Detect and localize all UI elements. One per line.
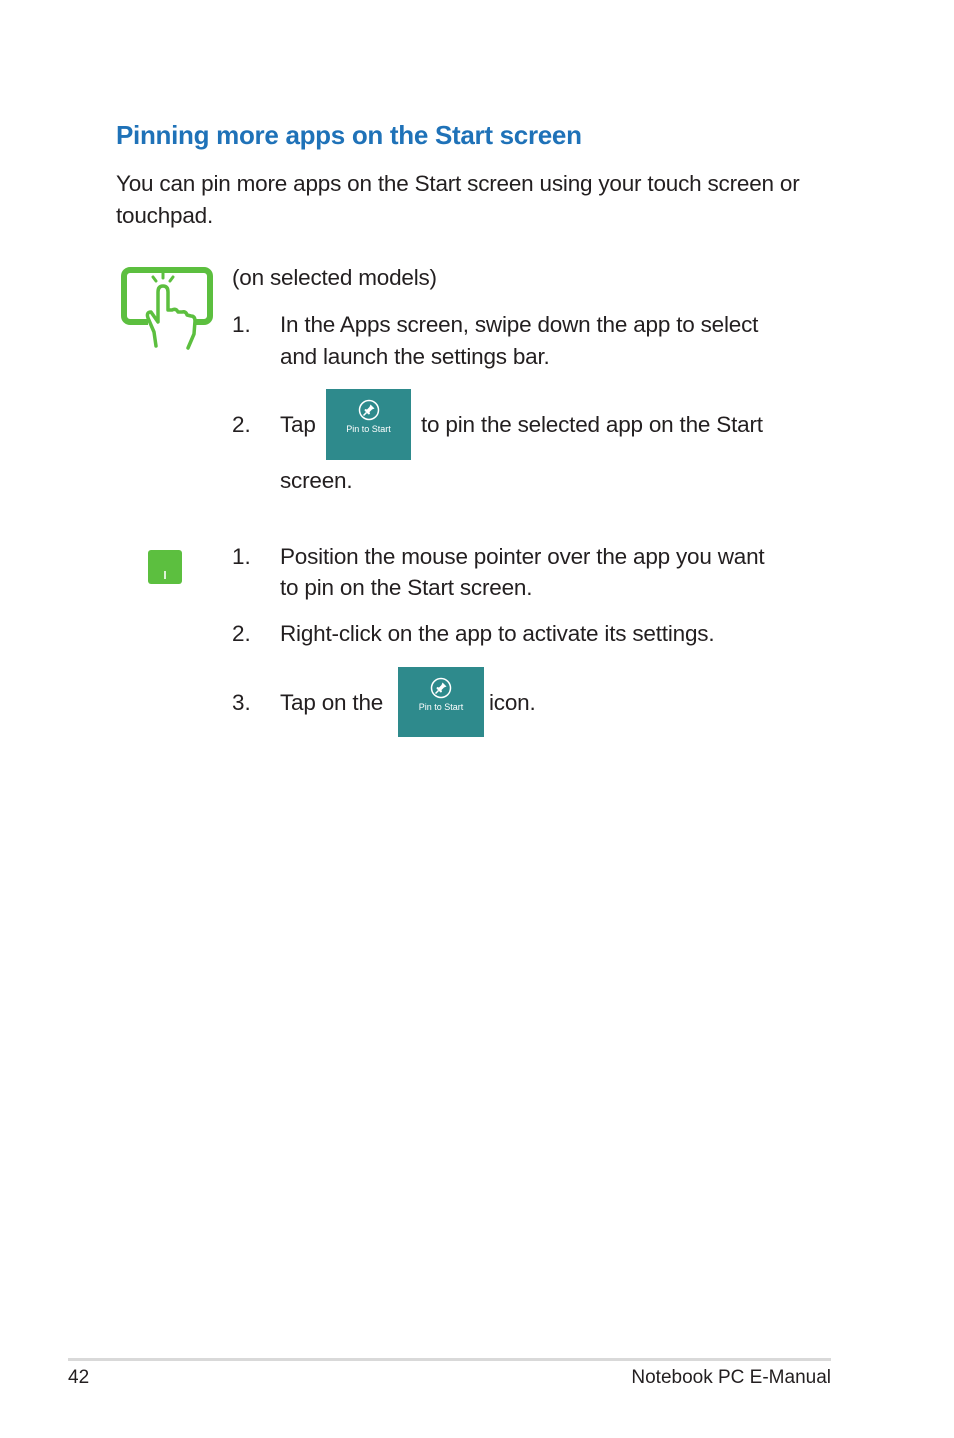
pin-to-start-label: Pin to Start [346, 424, 391, 434]
touchpad-step-1-line2: to pin on the Start screen. [280, 575, 533, 600]
touch-step-1-line1: In the Apps screen, swipe down the app to select [280, 312, 759, 337]
touchpad-step-3-before: Tap on the [280, 690, 384, 715]
touchpad-icon [148, 550, 182, 584]
touch-step-2-number: 2. [232, 412, 251, 437]
pin-to-start-label: Pin to Start [418, 702, 464, 712]
touchpad-step-1-line1: Position the mouse pointer over the app you want [280, 544, 765, 569]
pin-to-start-tile-2[interactable] [398, 667, 484, 737]
page-number: 42 [68, 1367, 90, 1388]
on-selected-models-note: (on selected models) [232, 265, 437, 290]
intro-paragraph: You can pin more apps on the Start screen using your touch screen or touchpad. [116, 171, 800, 228]
touchpad-step-2-line1: Right-click on the app to activate its settings. [280, 621, 715, 646]
touchpad-step-3-after: icon. [489, 690, 536, 715]
touchpad-step-2-number: 2. [232, 621, 251, 646]
touchpad-step-3-number: 3. [232, 690, 251, 715]
pin-icon [358, 399, 380, 421]
footer-divider [68, 1358, 831, 1361]
section-heading: Pinning more apps on the Start screen [116, 120, 582, 150]
touch-step-2-after: to pin the selected app on the Start [421, 412, 763, 437]
manual-title: Notebook PC E-Manual [631, 1367, 831, 1388]
pin-icon [430, 677, 452, 699]
hand-touch-icon [120, 266, 216, 352]
pin-to-start-tile[interactable] [326, 389, 411, 460]
touch-step-2-line2: screen. [280, 468, 353, 493]
touch-step-2-before: Tap [280, 412, 316, 437]
touch-step-1-line2: and launch the settings bar. [280, 344, 550, 369]
touch-step-1-number: 1. [232, 312, 251, 337]
touchpad-step-1-number: 1. [232, 544, 251, 569]
